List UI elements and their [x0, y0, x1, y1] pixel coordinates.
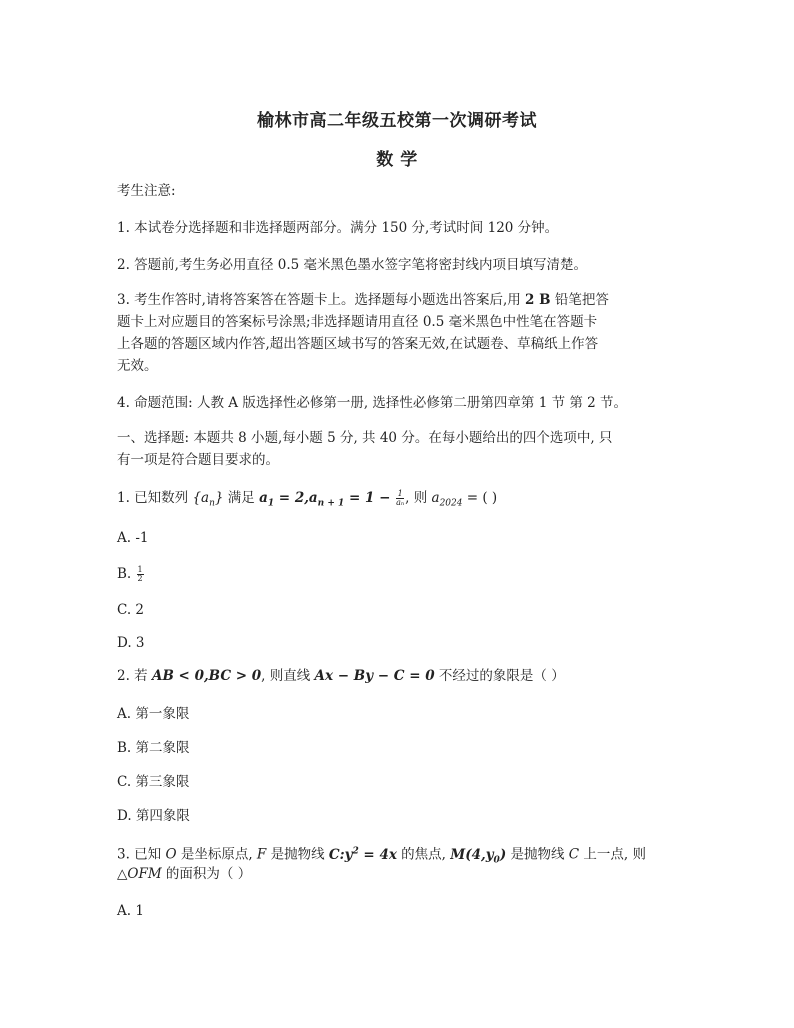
subject-title: 数 学	[376, 150, 418, 170]
q3-option-a: A. 1	[117, 903, 144, 919]
q1-prefix: 1. 已知数列	[117, 490, 193, 506]
q3-point-m-sub: 0	[493, 855, 500, 866]
q3-triangle: △OFM	[117, 866, 162, 882]
q2-tail: 不经过的象限是（ ）	[434, 668, 565, 684]
q1-seq-close: }	[214, 490, 224, 506]
q3-point-m-close: )	[499, 846, 507, 863]
q1-option-b-label: B.	[117, 566, 132, 582]
q1-option-d: D. 3	[117, 635, 145, 651]
q3-part-3: 的焦点,	[396, 846, 451, 863]
question-2	[117, 665, 687, 687]
q3-part-1: 是坐标原点,	[176, 846, 257, 863]
section-1-line-1: 一、选择题: 本题共 8 小题,每小题 5 分, 共 40 分。在每小题给出的四个选项中, 只	[117, 430, 613, 446]
notice-heading: 考生注意:	[117, 183, 176, 199]
q3-curve-c: C	[568, 846, 580, 863]
notice-item-2: 2. 答题前,考生务必用直径 0.5 毫米黑色墨水签字笔将密封线内项目填写清楚。	[117, 257, 588, 273]
q3-origin: O	[165, 846, 177, 863]
q1-option-b-num: 1	[137, 565, 143, 574]
q1-cond-b: a	[308, 490, 318, 506]
q1-option-b-fraction	[137, 566, 144, 583]
q1-frac-den: aₙ	[396, 498, 405, 507]
q3-tail: 的面积为（ ）	[161, 866, 252, 882]
q1-frac-num: 1	[397, 489, 403, 498]
q2-option-c: C. 第三象限	[117, 774, 190, 790]
q1-cond-a: a	[259, 490, 268, 506]
q2-option-d: D. 第四象限	[117, 808, 190, 824]
q1-cond-b-sub: n + 1	[317, 498, 345, 509]
q1-target-sub: 2024	[439, 498, 463, 509]
q2-option-a: A. 第一象限	[117, 706, 190, 722]
q2-mid: , 则直线	[261, 668, 315, 684]
exam-title: 榆林市高二年级五校第一次调研考试	[257, 111, 537, 131]
q1-mid: 满足	[223, 490, 260, 506]
q1-option-b-den: 2	[137, 574, 143, 583]
q2-prefix: 2. 若	[117, 668, 152, 684]
q1-option-a: A. -1	[117, 530, 149, 546]
q1-seq-sub: n	[209, 498, 215, 509]
question-3-line-2	[117, 863, 687, 885]
notice-item-3-line-3: 上各题的答题区域内作答,超出答题区域书写的答案无效,在试题卷、草稿纸上作答	[117, 336, 599, 352]
q3-point-m	[450, 846, 507, 866]
q3-parabola	[329, 847, 397, 863]
notice-item-1: 1. 本试卷分选择题和非选择题两部分。满分 150 分,考试时间 120 分钟。	[117, 220, 559, 236]
q3-parabola-sup: 2	[352, 846, 359, 856]
section-1-line-2: 有一项是符合题目要求的。	[117, 452, 279, 468]
q1-target-a: a	[431, 490, 440, 506]
q3-part-4: 是抛物线	[506, 846, 569, 863]
q1-seq-open: {a	[192, 490, 210, 506]
q3-focus: F	[256, 846, 267, 863]
q3-point-m-open: M(4,y	[450, 846, 494, 863]
notice-item-3-text-a: 3. 考生作答时,请将答案答在答题卡上。选择题每小题选出答案后,用	[117, 292, 526, 308]
q3-parabola-rhs: = 4x	[358, 846, 397, 863]
q1-cond-a-sub: 1	[267, 498, 275, 509]
q1-cond-eq: = 2,	[274, 490, 309, 506]
q3-prefix: 3. 已知	[117, 846, 166, 863]
notice-item-3-text-b: 铅笔把答	[550, 292, 609, 308]
notice-item-3-line-4: 无效。	[117, 358, 158, 374]
q3-part-2: 是抛物线	[266, 846, 329, 863]
q1-option-c: C. 2	[117, 602, 145, 618]
q1-condition	[259, 490, 396, 509]
q1-fraction	[396, 490, 404, 507]
q3-parabola-lhs: C:y	[328, 846, 353, 863]
q1-seq	[192, 490, 224, 509]
notice-item-3-line-2: 题卡上对应题目的答案标号涂黑;非选择题请用直径 0.5 毫米黑色中性笔在答题卡	[117, 314, 598, 330]
notice-item-4: 4. 命题范围: 人教 A 版选择性必修第一册, 选择性必修第二册第四章第 1 节 第 2 节。	[117, 395, 628, 411]
q2-line-equation: Ax − By − C = 0	[314, 668, 435, 684]
q2-option-b: B. 第二象限	[117, 740, 190, 756]
notice-item-3-pencil: 2 B	[525, 292, 551, 308]
q1-option-b	[117, 563, 687, 585]
q3-part-5: 上一点, 则	[579, 846, 647, 863]
q1-tail: = ( )	[462, 490, 498, 506]
q1-after: , 则	[405, 490, 432, 506]
q1-cond-rhs: = 1 −	[344, 490, 396, 506]
notice-item-3-line-1	[117, 289, 687, 311]
question-1	[117, 487, 687, 515]
q2-condition: AB < 0,BC > 0	[151, 668, 262, 684]
q1-target	[431, 490, 463, 509]
